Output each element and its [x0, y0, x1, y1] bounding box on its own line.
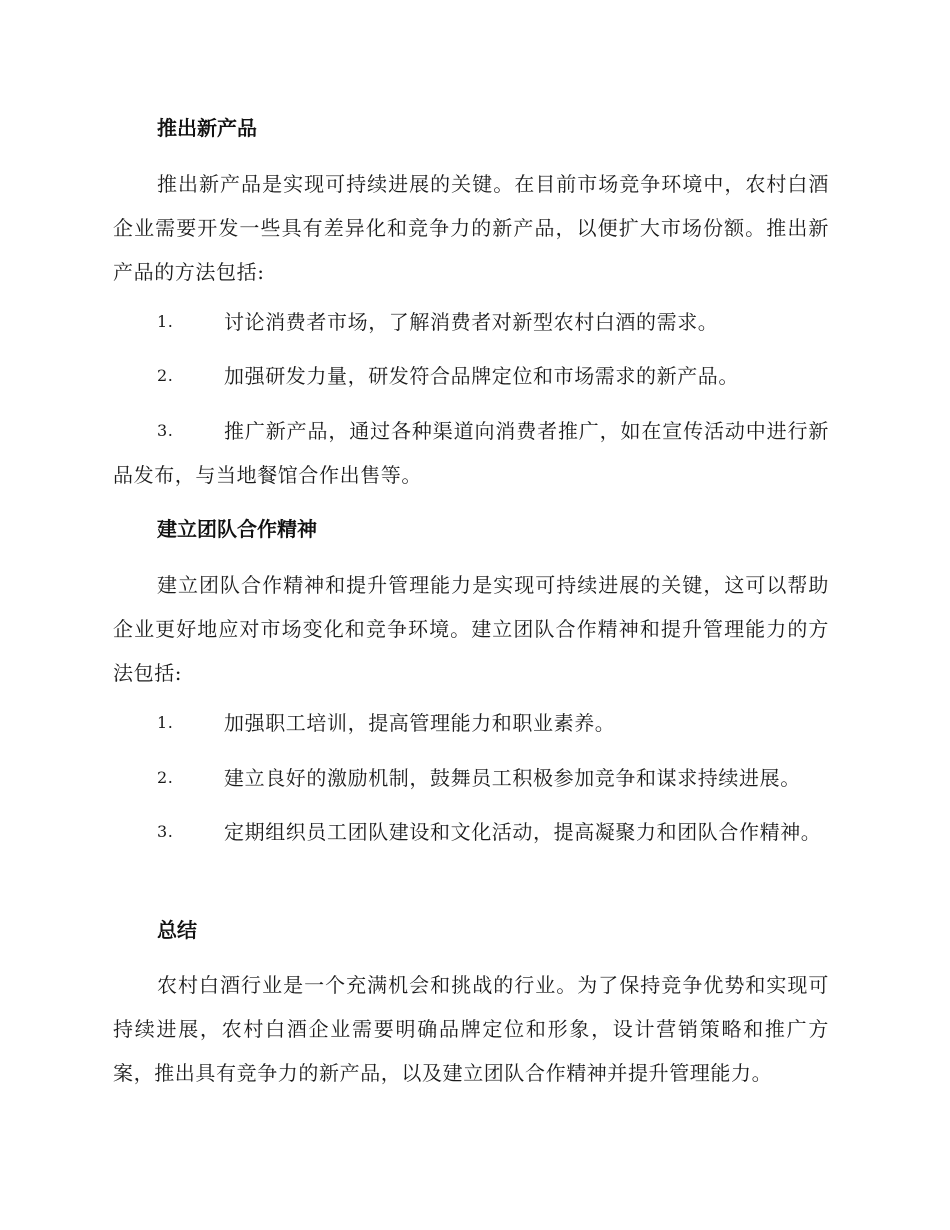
- list-item-text: 建立良好的激励机制，鼓舞员工积极参加竞争和谋求持续进展。: [224, 766, 801, 790]
- list-item-number: 3.: [157, 421, 174, 440]
- list-item-text: 加强职工培训，提高管理能力和职业素养。: [224, 711, 616, 735]
- section-paragraph-new-products: 推出新产品是实现可持续进展的关键。在目前市场竞争环境中，农村白酒企业需要开发一些具有差异化和竞争力的新产品，以便扩大市场份额。推出新产品的方法包括:: [113, 172, 829, 284]
- list-item-number: 2.: [157, 768, 174, 787]
- list-item: [113, 300, 829, 344]
- list-item: [113, 810, 829, 854]
- list-item-number: 3.: [157, 822, 174, 841]
- list-item-text: 加强研发力量，研发符合品牌定位和市场需求的新产品。: [224, 364, 739, 388]
- list-item: [113, 756, 829, 800]
- list-item-text: 定期组织员工团队建设和文化活动，提高凝聚力和团队合作精神。: [224, 820, 822, 844]
- list-item-number: 1.: [157, 713, 174, 732]
- list-item-text: 讨论消费者市场，了解消费者对新型农村白酒的需求。: [224, 310, 719, 334]
- list-item: [113, 409, 829, 497]
- list-item: [113, 354, 829, 398]
- section-paragraph-teamwork: 建立团队合作精神和提升管理能力是实现可持续进展的关键，这可以帮助企业更好地应对市场变化和竞争环境。建立团队合作精神和提升管理能力的方法包括:: [113, 573, 829, 685]
- section-heading-teamwork: 建立团队合作精神: [157, 517, 317, 541]
- section-heading-new-products: 推出新产品: [157, 116, 257, 140]
- list-item-number: 2.: [157, 366, 174, 385]
- list-item: [113, 701, 829, 745]
- list-item-number: 1.: [157, 312, 174, 331]
- list-item-text: 推广新产品，通过各种渠道向消费者推广，如在宣传活动中进行新品发布，与当地餐馆合作出售等。: [113, 419, 829, 487]
- section-heading-summary: 总结: [157, 918, 197, 942]
- section-paragraph-summary: 农村白酒行业是一个充满机会和挑战的行业。为了保持竞争优势和实现可持续进展，农村白酒企业需要明确品牌定位和形象，设计营销策略和推广方案，推出具有竞争力的新产品，以及建立团队合作精神并提升管理能力。: [113, 973, 829, 1085]
